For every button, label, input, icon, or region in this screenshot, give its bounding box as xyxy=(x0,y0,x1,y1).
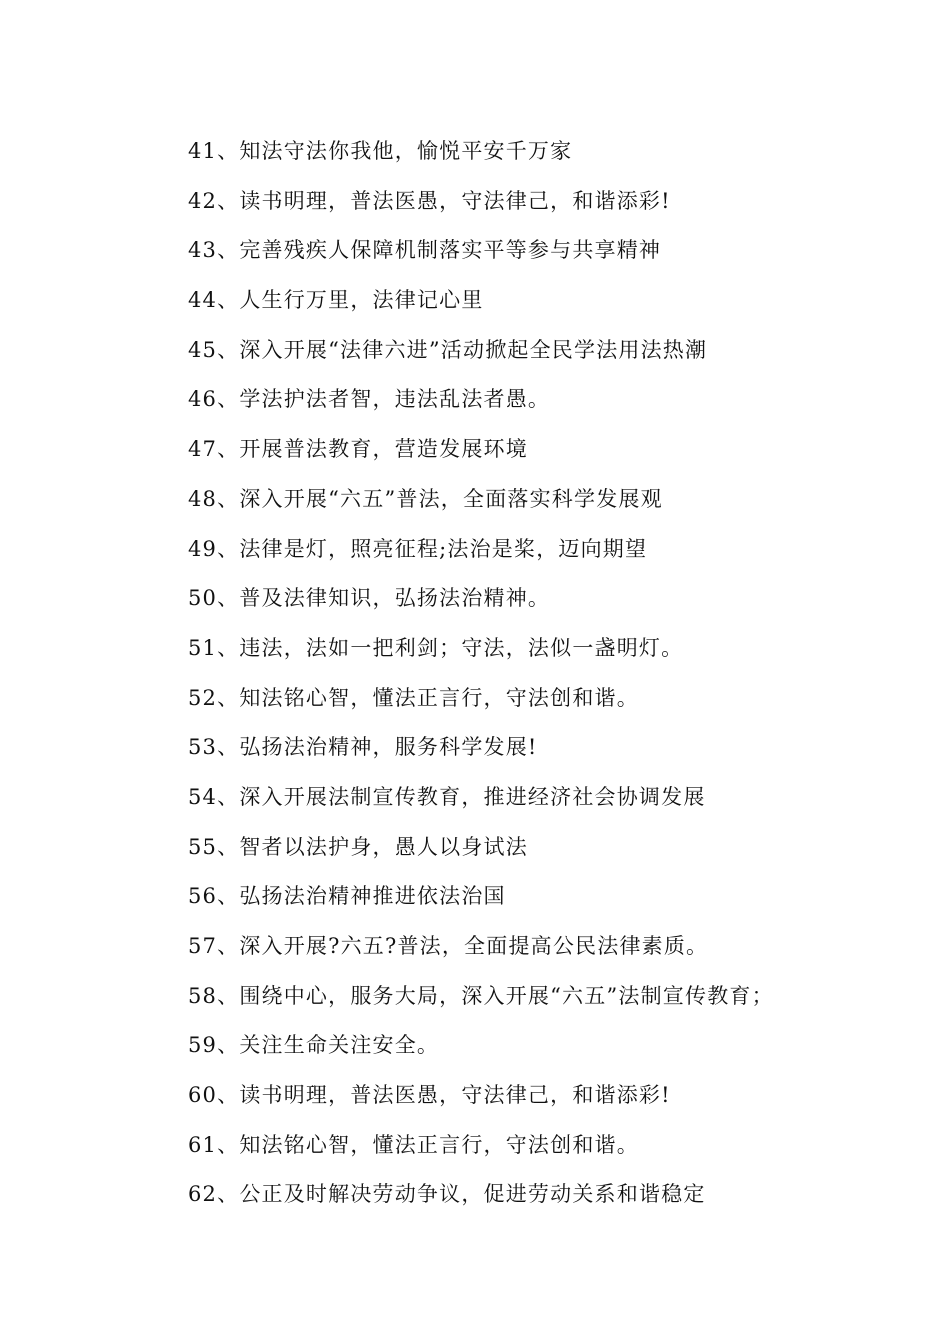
slogan-line-60: 60、读书明理，普法医愚，守法律己，和谐添彩! xyxy=(188,1083,671,1108)
slogan-line-42: 42、读书明理，普法医愚，守法律己，和谐添彩! xyxy=(188,188,671,213)
slogan-line-59: 59、关注生命关注安全。 xyxy=(188,1033,440,1058)
slogan-line-41: 41、知法守法你我他，愉悦平安千万家 xyxy=(188,139,573,163)
slogan-line-51: 51、违法，法如一把利剑；守法，法似一盏明灯。 xyxy=(188,635,684,660)
slogan-line-44: 44、人生行万里，法律记心里 xyxy=(188,288,484,313)
slogan-line-50: 50、普及法律知识，弘扬法治精神。 xyxy=(188,586,551,611)
slogan-line-43: 43、完善残疾人保障机制落实平等参与共享精神 xyxy=(188,238,662,263)
slogan-line-46: 46、学法护法者智，违法乱法者愚。 xyxy=(188,387,551,412)
slogan-line-45: 45、深入开展“法律六进”活动掀起全民学法用法热潮 xyxy=(188,337,708,362)
slogan-line-52: 52、知法铭心智，懂法正言行，守法创和谐。 xyxy=(188,685,639,710)
slogan-list xyxy=(188,134,928,1227)
slogan-line-57: 57、深入开展?六五?普法，全面提高公民法律素质。 xyxy=(188,934,709,958)
slogan-line-47: 47、开展普法教育，营造发展环境 xyxy=(188,437,528,462)
slogan-line-56: 56、弘扬法治精神推进依法治国 xyxy=(188,884,506,909)
slogan-line-58: 58、围绕中心，服务大局，深入开展“六五”法制宣传教育； xyxy=(188,983,774,1008)
slogan-line-62: 62、公正及时解决劳动争议，促进劳动关系和谐稳定 xyxy=(188,1182,706,1207)
slogan-line-53: 53、弘扬法治精神，服务科学发展! xyxy=(188,735,538,760)
slogan-line-49: 49、法律是灯，照亮征程;法治是桨，迈向期望 xyxy=(188,536,648,561)
slogan-line-55: 55、智者以法护身，愚人以身试法 xyxy=(188,834,528,859)
slogan-line-61: 61、知法铭心智，懂法正言行，守法创和谐。 xyxy=(188,1132,639,1157)
slogan-line-54: 54、深入开展法制宣传教育，推进经济社会协调发展 xyxy=(188,784,706,809)
slogan-line-48: 48、深入开展“六五”普法，全面落实科学发展观 xyxy=(188,486,663,511)
